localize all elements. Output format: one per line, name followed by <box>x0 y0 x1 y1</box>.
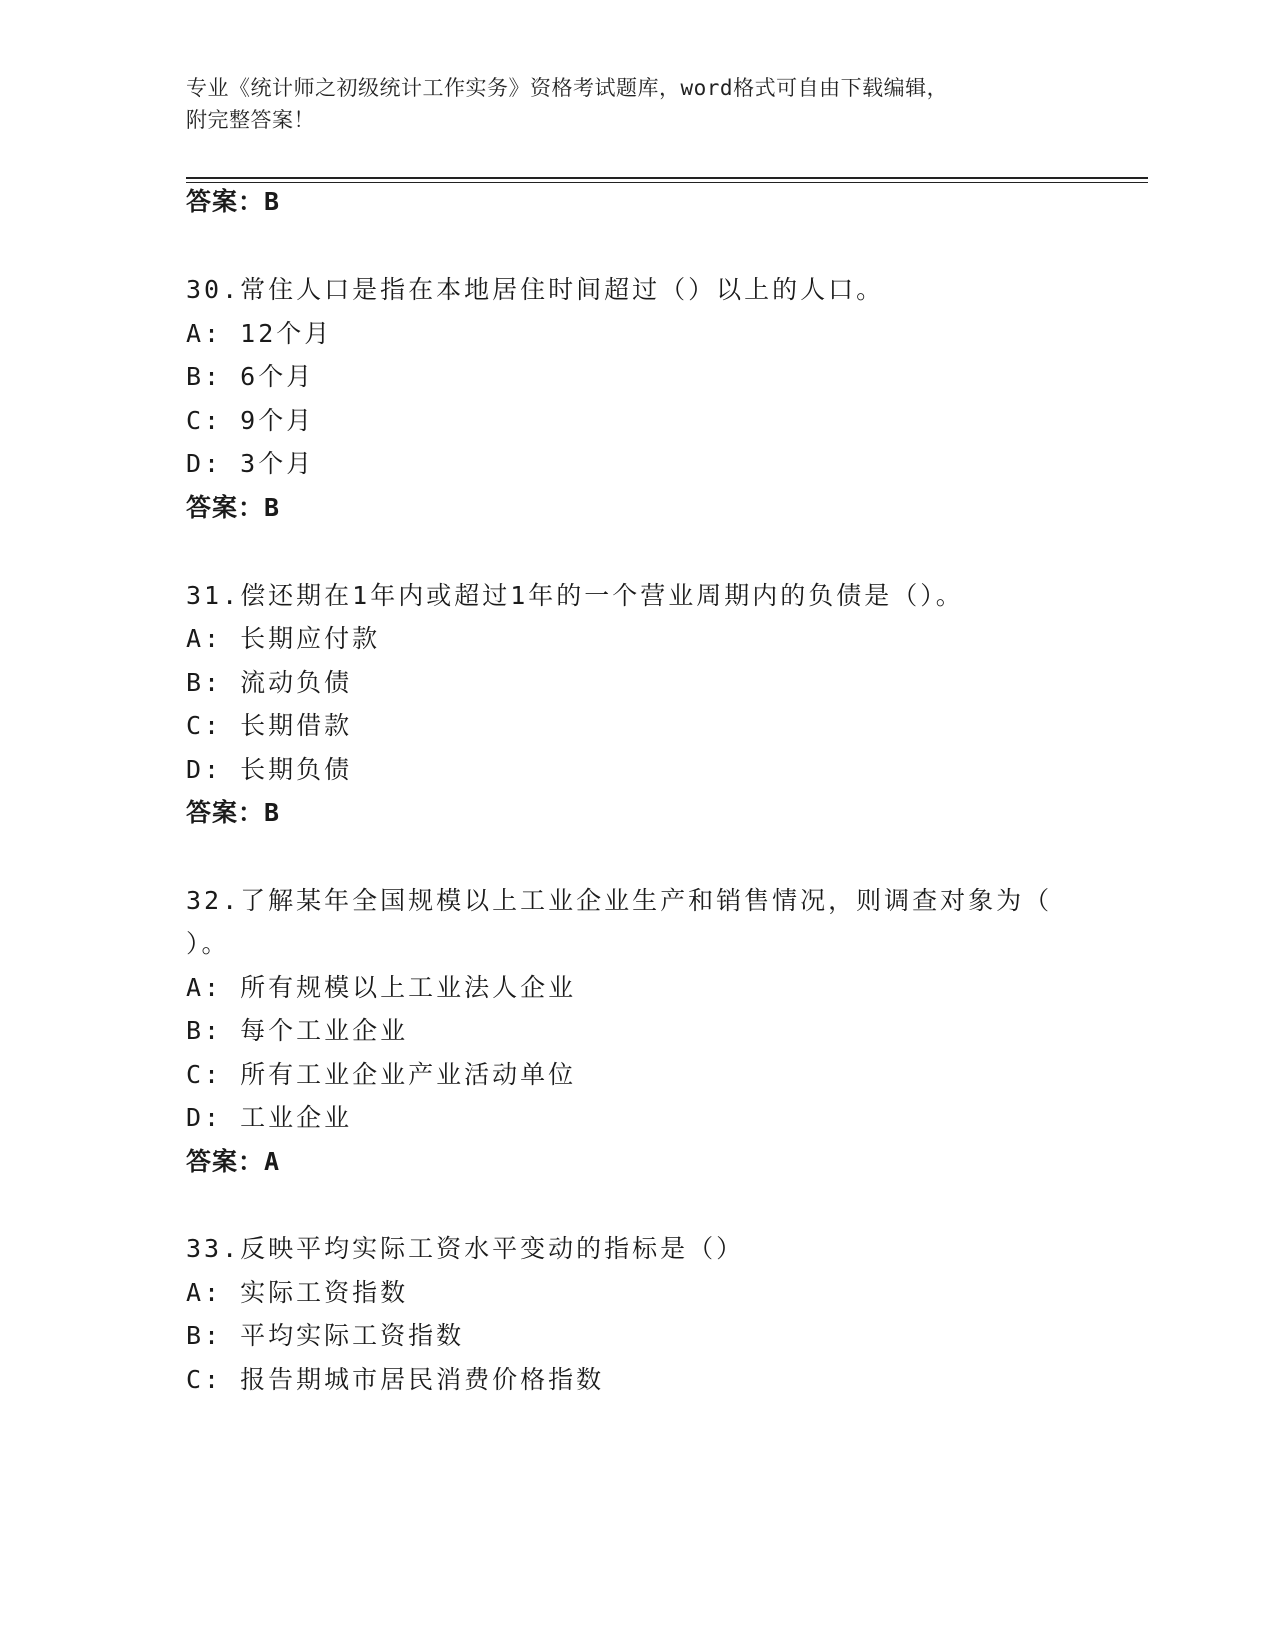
question-32-answer: 答案：A <box>186 1147 281 1176</box>
question-30-option-a: A: 12个月 <box>186 319 333 348</box>
question-32-stem-continued: ）。 <box>186 929 230 958</box>
question-30-option-d: D: 3个月 <box>186 449 315 478</box>
question-33-option-b: B: 平均实际工资指数 <box>186 1321 465 1350</box>
question-31-option-b: B: 流动负债 <box>186 668 353 697</box>
question-32-stem: 32.了解某年全国规模以上工业企业生产和销售情况，则调查对象为（ <box>186 886 1053 915</box>
header-rule-thick <box>186 177 1148 179</box>
question-32-option-c: C: 所有工业企业产业活动单位 <box>186 1060 577 1089</box>
question-33-option-c: C: 报告期城市居民消费价格指数 <box>186 1365 605 1394</box>
question-32-option-d: D: 工业企业 <box>186 1103 353 1132</box>
answer-prev: 答案：B <box>186 187 281 216</box>
question-31-option-c: C: 长期借款 <box>186 711 353 740</box>
question-30-option-b: B: 6个月 <box>186 362 315 391</box>
question-30-option-c: C: 9个月 <box>186 406 315 435</box>
question-33-option-a: A: 实际工资指数 <box>186 1278 409 1307</box>
question-30-stem: 30.常住人口是指在本地居住时间超过（）以上的人口。 <box>186 275 885 304</box>
header-rule-thin <box>186 182 1148 183</box>
document-header <box>186 72 1086 136</box>
question-31-stem: 31.偿还期在1年内或超过1年的一个营业周期内的负债是（）。 <box>186 581 964 610</box>
question-32-option-b: B: 每个工业企业 <box>186 1016 409 1045</box>
question-30-answer: 答案：B <box>186 493 281 522</box>
header-line-1: 专业《统计师之初级统计工作实务》资格考试题库，word格式可自由下载编辑， <box>186 76 949 100</box>
question-31-answer: 答案：B <box>186 798 281 827</box>
header-line-2: 附完整答案！ <box>186 108 315 132</box>
question-31-option-d: D: 长期负债 <box>186 755 353 784</box>
question-33-stem: 33.反映平均实际工资水平变动的指标是（） <box>186 1234 745 1263</box>
question-31-option-a: A: 长期应付款 <box>186 624 381 653</box>
question-32-option-a: A: 所有规模以上工业法人企业 <box>186 973 577 1002</box>
